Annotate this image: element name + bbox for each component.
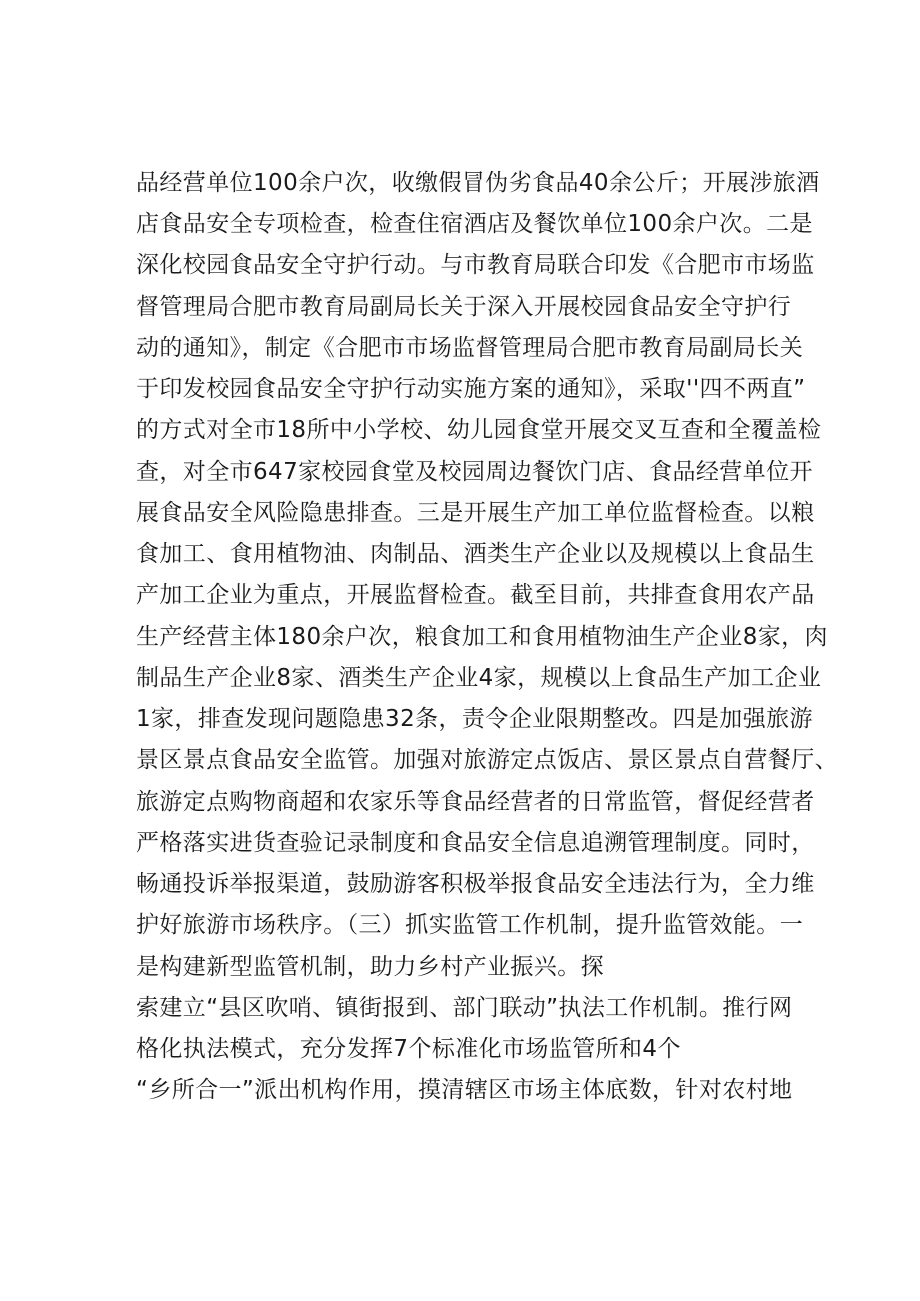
- text-line: 生产经营主体180余户次，粮食加工和食用植物油生产企业8家，肉: [136, 624, 828, 650]
- text-line: 品经营单位100余户次，收缴假冒伪劣食品40余公斤；开展涉旅酒: [136, 170, 820, 196]
- text-line: 查，对全市647家校园食堂及校园周边餐饮门店、食品经营单位开: [136, 459, 813, 485]
- text-line: 是构建新型监管机制，助力乡村产业振兴。探: [136, 954, 604, 980]
- text-line: 店食品安全专项检查，检查住宿酒店及餐饮单位100余户次。二是: [136, 211, 813, 237]
- text-line: 食加工、食用植物油、肉制品、酒类生产企业以及规模以上食品生: [136, 541, 815, 567]
- text-line: 索建立“县区吹哨、镇街报到、部门联动”执法工作机制。推行网: [136, 995, 793, 1021]
- text-line: 旅游定点购物商超和农家乐等食品经营者的日常监管，督促经营者: [136, 789, 815, 815]
- text-line: 深化校园食品安全守护行动。与市教育局联合印发《合肥市市场监: [136, 252, 815, 278]
- text-line: 1家，排查发现问题隐患32条，责令企业限期整改。四是加强旅游: [136, 706, 813, 732]
- text-line: 督管理局合肥市教育局副局长关于深入开展校园食品安全守护行: [136, 294, 792, 320]
- text-line: “乡所合一”派出机构作用，摸清辖区市场主体底数，针对农村地: [136, 1077, 793, 1103]
- text-line: 严格落实进货查验记录制度和食品安全信息追溯管理制度。同时，: [136, 830, 815, 856]
- text-line: 护好旅游市场秩序。（三）抓实监管工作机制，提升监管效能。一: [136, 912, 804, 938]
- text-line: 展食品安全风险隐患排查。三是开展生产加工单位监督检查。以粮: [136, 500, 815, 526]
- text-line: 格化执法模式，充分发挥7个标准化市场监管所和4个: [136, 1036, 681, 1062]
- text-line: 的方式对全市18所中小学校、幼儿园食堂开展交叉互查和全覆盖检: [136, 417, 822, 443]
- text-line: 畅通投诉举报渠道，鼓励游客积极举报食品安全违法行为，全力维: [136, 871, 815, 897]
- text-line: 于印发校园食品安全守护行动实施方案的通知》，采取''四不两直”: [136, 376, 806, 402]
- text-line: 制品生产企业8家、酒类生产企业4家，规模以上食品生产加工企业: [136, 665, 822, 691]
- text-line: 动的通知》，制定《合肥市市场监督管理局合肥市教育局副局长关: [136, 335, 804, 361]
- text-line: 景区景点食品安全监管。加强对旅游定点饭店、景区景点自营餐厅、: [136, 747, 838, 773]
- text-line: 产加工企业为重点，开展监督检查。截至目前，共排查食用农产品: [136, 582, 815, 608]
